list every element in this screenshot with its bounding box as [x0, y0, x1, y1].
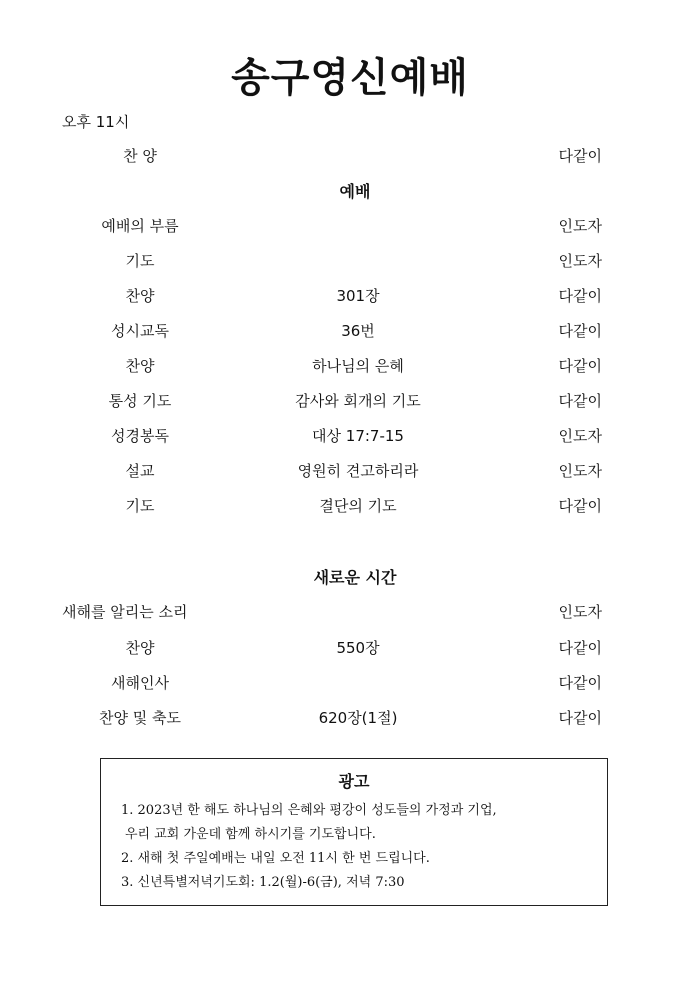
- program-leader: 다같이: [558, 497, 602, 515]
- service-time: 오후 11시: [62, 113, 130, 131]
- notice-heading: 광고: [338, 772, 370, 791]
- page-title: 송구영신예배: [231, 55, 469, 101]
- worship-heading: 예배: [339, 182, 371, 201]
- program-name: 설교: [125, 462, 155, 480]
- program-detail: 36번: [341, 322, 375, 340]
- program-row: [0, 284, 700, 308]
- program-row: [0, 706, 700, 730]
- program-leader: 다같이: [558, 357, 602, 375]
- program-name: 찬양: [125, 639, 155, 657]
- program-row: [0, 354, 700, 378]
- program-name: 새해를 알리는 소리: [62, 603, 188, 621]
- program-leader: 인도자: [558, 603, 602, 621]
- opening-row: [0, 144, 700, 168]
- newtime-heading: 새로운 시간: [313, 568, 397, 587]
- notice-box: [100, 758, 608, 906]
- program-name: 예배의 부름: [101, 217, 179, 235]
- program-detail: 결단의 기도: [319, 497, 397, 515]
- program-leader: 다같이: [558, 392, 602, 410]
- program-detail: 550장: [336, 639, 380, 657]
- program-row: [0, 319, 700, 343]
- program-detail: 영원히 견고하리라: [297, 462, 419, 480]
- program-row: [0, 636, 700, 660]
- notice-line: 3. 신년특별저녁기도회: 1.2(월)-6(금), 저녁 7:30: [121, 875, 405, 890]
- notice-line: 1. 2023년 한 해도 하나님의 은혜와 평강이 성도들의 가정과 기업,: [121, 803, 497, 818]
- program-name: 성시교독: [111, 322, 169, 340]
- program-detail: 301장: [336, 287, 380, 305]
- notice-line: 2. 새해 첫 주일예배는 내일 오전 11시 한 번 드립니다.: [121, 851, 430, 866]
- notice-line: 우리 교회 가운데 함께 하시기를 기도합니다.: [125, 827, 376, 842]
- program-row: [0, 249, 700, 273]
- program-leader: 인도자: [558, 462, 602, 480]
- program-name: 찬양: [125, 287, 155, 305]
- program-row: [0, 671, 700, 695]
- program-leader: 다같이: [558, 709, 602, 727]
- program-row: [0, 214, 700, 238]
- program-row: [0, 459, 700, 483]
- program-row: [0, 389, 700, 413]
- program-detail: 하나님의 은혜: [312, 357, 404, 375]
- program-leader: 인도자: [558, 427, 602, 445]
- opening-who: 다같이: [558, 147, 602, 165]
- program-name: 찬양 및 축도: [99, 709, 181, 727]
- program-leader: 다같이: [558, 674, 602, 692]
- program-row: [0, 494, 700, 518]
- program-leader: 인도자: [558, 252, 602, 270]
- program-name: 새해인사: [111, 674, 169, 692]
- program-leader: 다같이: [558, 287, 602, 305]
- program-leader: 다같이: [558, 322, 602, 340]
- program-name: 찬양: [125, 357, 155, 375]
- program-name: 기도: [125, 497, 155, 515]
- program-name: 성경봉독: [111, 427, 169, 445]
- program-name: 통성 기도: [108, 392, 172, 410]
- opening-name: 찬 양: [123, 147, 157, 165]
- program-detail: 620장(1절): [318, 709, 398, 727]
- program-row: [0, 600, 700, 624]
- program-row: [0, 424, 700, 448]
- program-leader: 인도자: [558, 217, 602, 235]
- program-name: 기도: [125, 252, 155, 270]
- program-detail: 감사와 회개의 기도: [295, 392, 421, 410]
- program-leader: 다같이: [558, 639, 602, 657]
- program-detail: 대상 17:7-15: [312, 427, 404, 445]
